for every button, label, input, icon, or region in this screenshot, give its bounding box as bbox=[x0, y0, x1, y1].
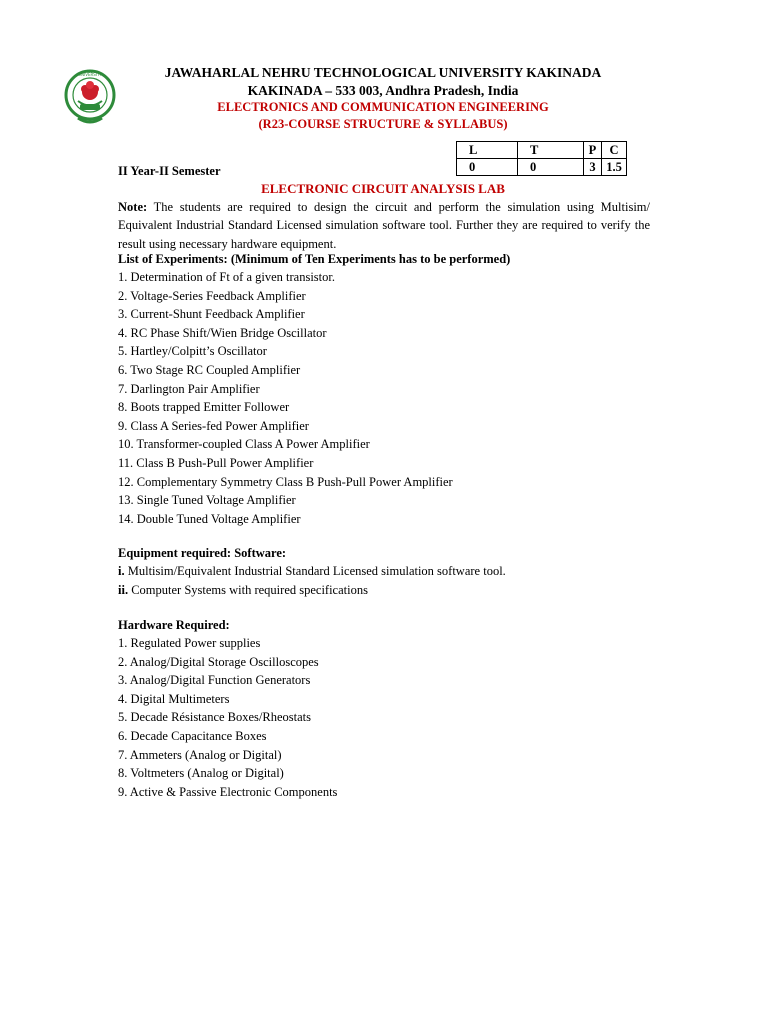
list-item: 7. Darlington Pair Amplifier bbox=[118, 381, 260, 396]
list-item: 1. Determination of Ft of a given transistor. bbox=[118, 270, 335, 284]
credits-value-row bbox=[457, 159, 627, 176]
course-title: ELECTRONIC CIRCUIT ANALYSIS LAB bbox=[261, 181, 505, 196]
list-item: 2. Analog/Digital Storage Oscilloscopes bbox=[118, 654, 319, 669]
list-item: 8. Boots trapped Emitter Follower bbox=[118, 400, 290, 415]
list-item: 9. Active & Passive Electronic Components bbox=[118, 784, 338, 799]
credits-value-c: 1.5 bbox=[602, 159, 627, 176]
svg-text:UNIVERSITY: UNIVERSITY bbox=[78, 72, 102, 77]
list-item: 4. Digital Multimeters bbox=[118, 691, 230, 706]
list-item bbox=[118, 562, 506, 581]
note-label: Note: bbox=[118, 200, 148, 214]
department-name: ELECTRONICS AND COMMUNICATION ENGINEERING bbox=[217, 100, 549, 114]
semester-label: II Year-II Semester bbox=[118, 164, 221, 178]
list-item: 10. Transformer-coupled Class A Power Amplifier bbox=[118, 437, 370, 452]
experiments-list bbox=[118, 268, 453, 528]
list-item: 2. Voltage-Series Feedback Amplifier bbox=[118, 288, 306, 303]
list-item: 5. Decade Résistance Boxes/Rheostats bbox=[118, 710, 312, 725]
credits-header-p: P bbox=[584, 142, 602, 159]
list-item-number: i. bbox=[118, 564, 125, 578]
list-item: 13. Single Tuned Voltage Amplifier bbox=[118, 493, 296, 508]
list-item: 3. Current-Shunt Feedback Amplifier bbox=[118, 307, 305, 322]
software-list bbox=[118, 562, 506, 599]
list-item: 6. Two Stage RC Coupled Amplifier bbox=[118, 362, 301, 377]
list-item: 3. Analog/Digital Function Generators bbox=[118, 673, 311, 688]
list-item-text: Computer Systems with required specifications bbox=[128, 582, 368, 597]
list-item: 11. Class B Push-Pull Power Amplifier bbox=[118, 455, 314, 470]
credits-header-c: C bbox=[602, 142, 627, 159]
list-item: 12. Complementary Symmetry Class B Push-Pull Power Amplifier bbox=[118, 474, 453, 489]
software-heading: Equipment required: Software: bbox=[118, 546, 287, 560]
university-address: KAKINADA – 533 003, Andhra Pradesh, India bbox=[247, 83, 519, 98]
list-item: 1. Regulated Power supplies bbox=[118, 636, 261, 650]
list-item-text: Multisim/Equivalent Industrial Standard Licensed simulation software tool. bbox=[124, 564, 506, 578]
credits-header-row bbox=[457, 142, 627, 159]
list-item-number: ii. bbox=[118, 582, 129, 597]
credits-table bbox=[456, 141, 627, 176]
hardware-list bbox=[118, 634, 337, 801]
hardware-heading: Hardware Required: bbox=[118, 618, 230, 632]
list-item: 4. RC Phase Shift/Wien Bridge Oscillator bbox=[118, 325, 327, 340]
list-item bbox=[118, 581, 506, 600]
list-item: 14. Double Tuned Voltage Amplifier bbox=[118, 511, 301, 526]
list-item: 9. Class A Series-fed Power Amplifier bbox=[118, 418, 309, 433]
list-item: 7. Ammeters (Analog or Digital) bbox=[118, 747, 282, 762]
credits-value-l: 0 bbox=[457, 159, 518, 176]
note-paragraph bbox=[118, 198, 650, 253]
university-logo-icon bbox=[64, 68, 116, 130]
list-item: 8. Voltmeters (Analog or Digital) bbox=[118, 766, 284, 781]
experiments-heading: List of Experiments: (Minimum of Ten Experiments has to be performed) bbox=[118, 252, 511, 266]
credits-header-l: L bbox=[457, 142, 518, 159]
university-name: JAWAHARLAL NEHRU TECHNOLOGICAL UNIVERSITY KAKINADA bbox=[164, 65, 602, 80]
credits-header-t: T bbox=[518, 142, 584, 159]
course-structure-label: (R23-COURSE STRUCTURE & SYLLABUS) bbox=[258, 117, 508, 131]
credits-value-t: 0 bbox=[518, 159, 584, 176]
note-text: The students are required to design the circuit and perform the simulation using Multisim/ Equivalent Industrial Standard Licensed simulation software tool. Further they are required to verify the result using necessary hardware equipment. bbox=[118, 200, 650, 251]
list-item: 6. Decade Capacitance Boxes bbox=[118, 728, 267, 743]
credits-value-p: 3 bbox=[584, 159, 602, 176]
list-item: 5. Hartley/Colpitt’s Oscillator bbox=[118, 344, 267, 359]
